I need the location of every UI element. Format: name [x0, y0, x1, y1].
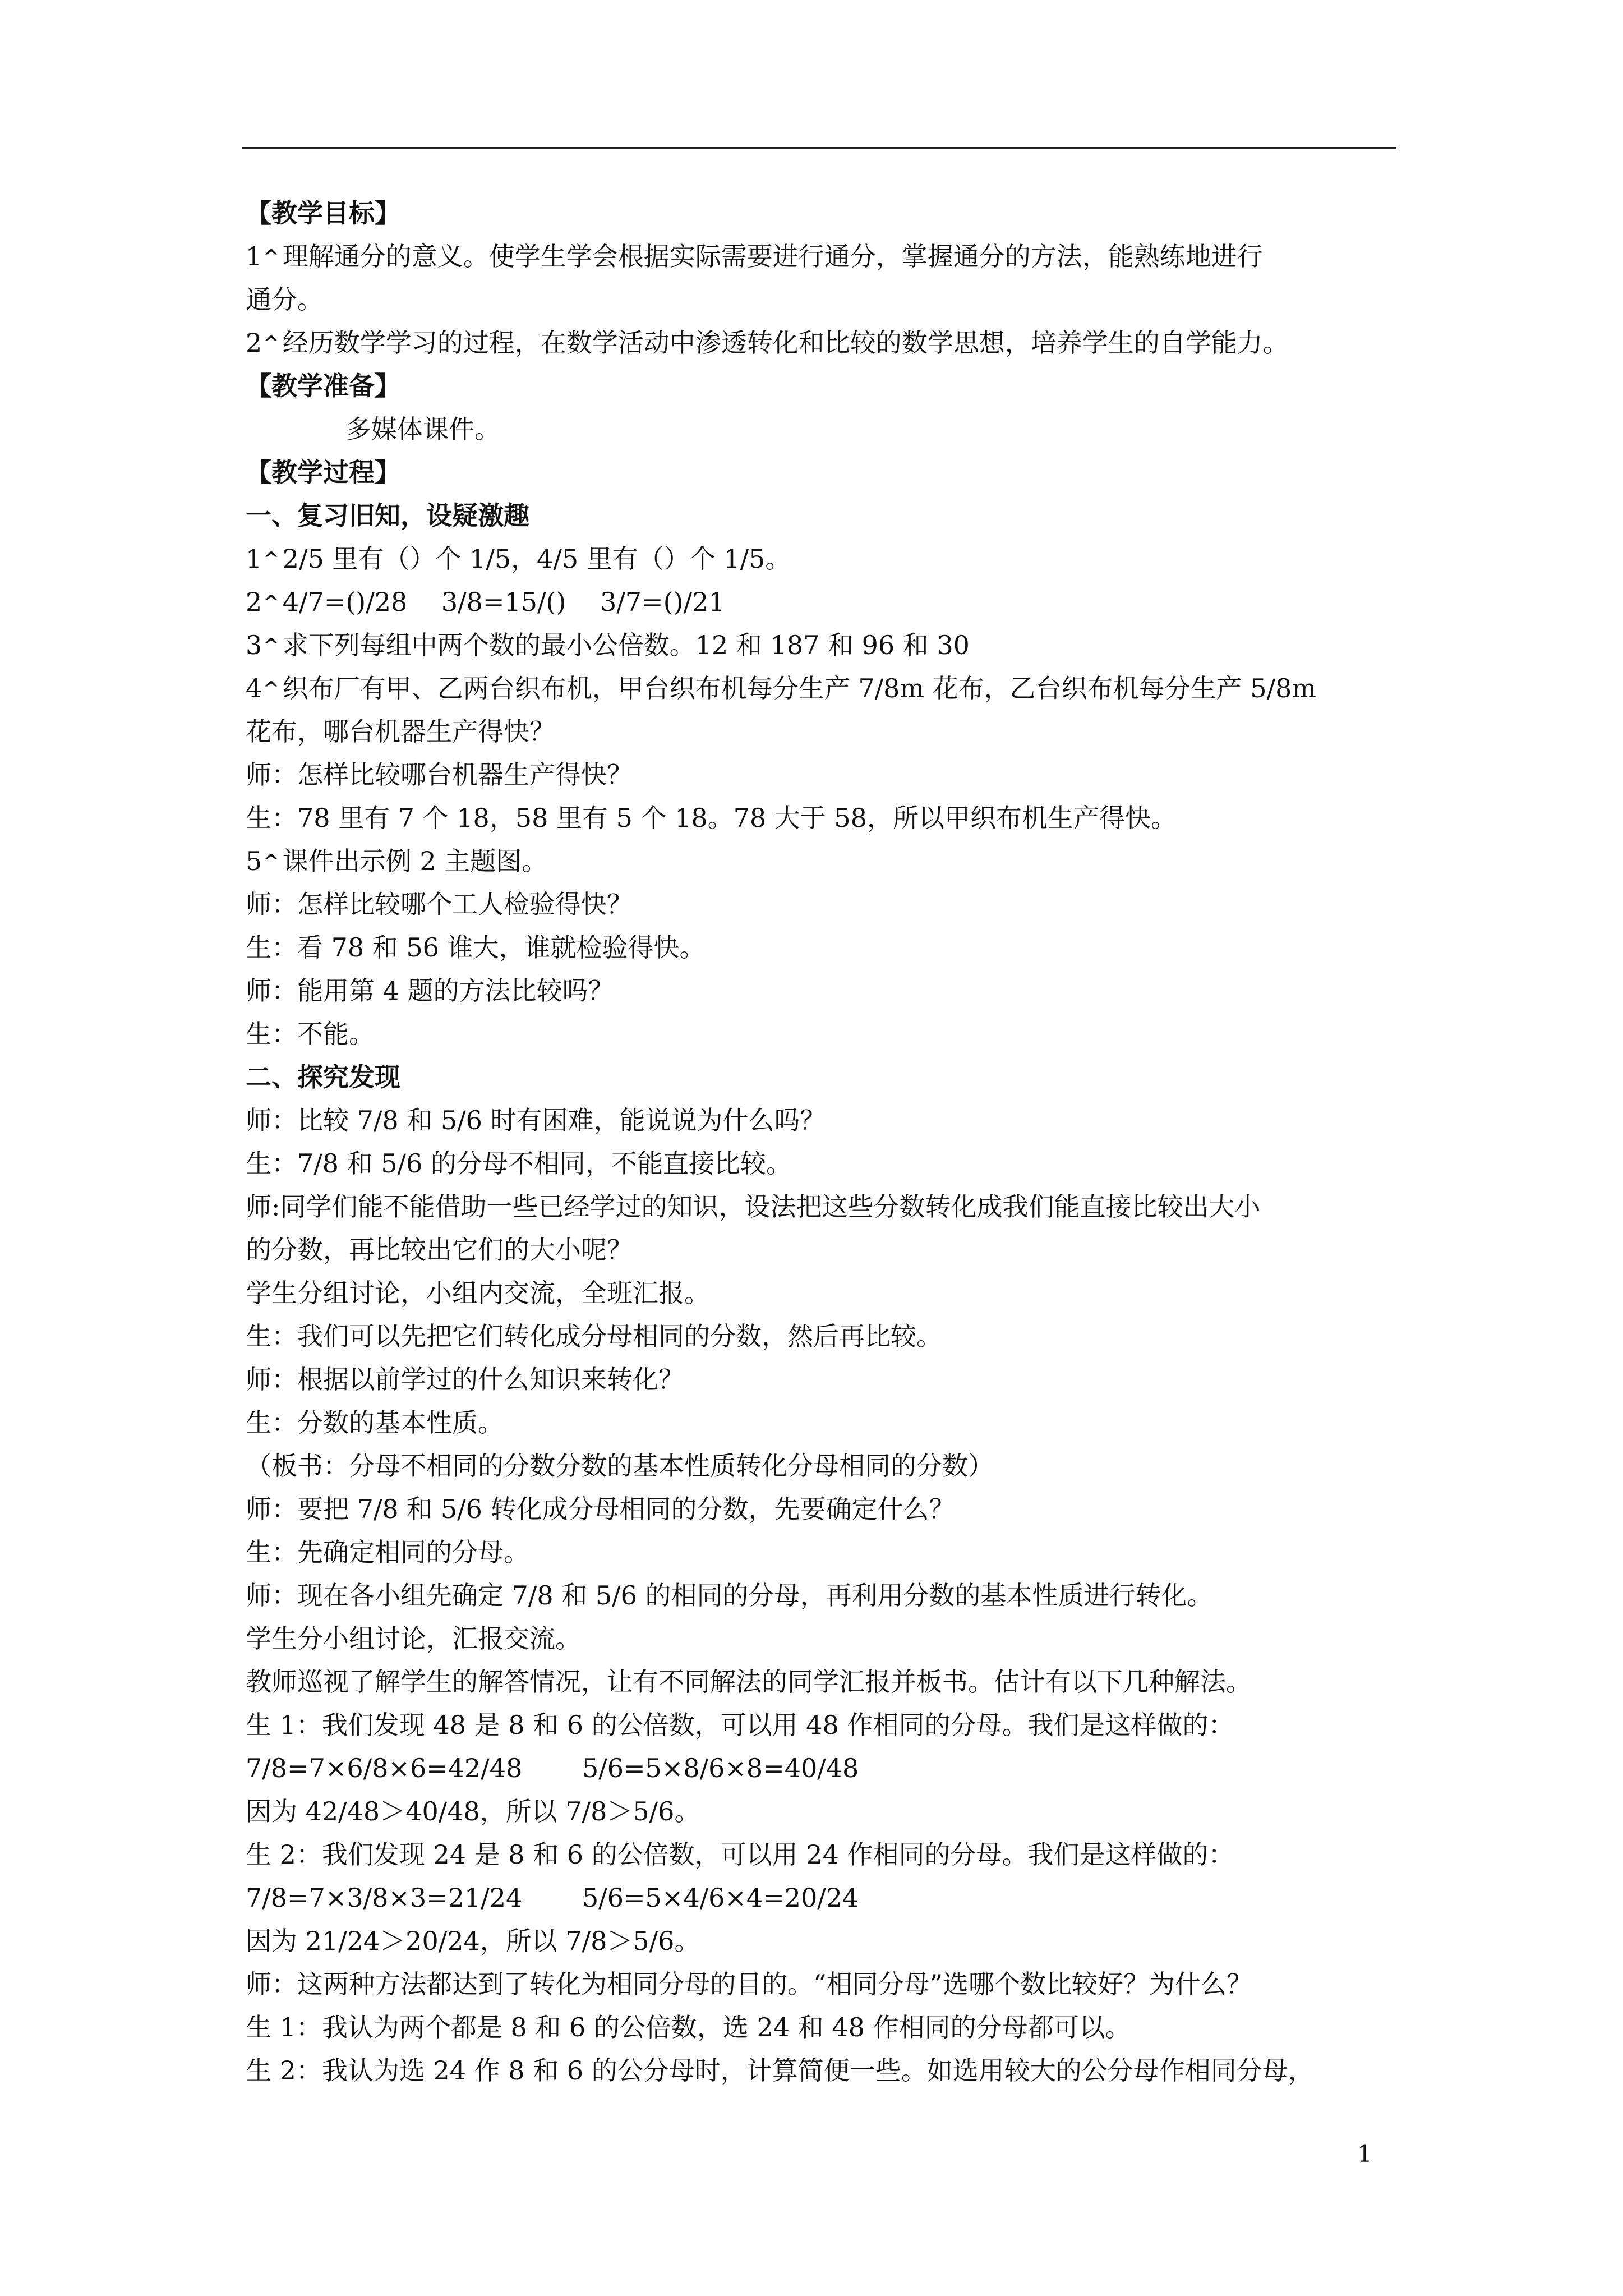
line-text: 师：能用第 4 题的方法比较吗？	[246, 976, 614, 1006]
text-line	[246, 1747, 1401, 1790]
document-body	[246, 192, 1401, 2092]
text-line	[246, 797, 1401, 840]
line-text: 求下列每组中两个数的最小公倍数。12 和 187 和 96 和 30	[282, 630, 970, 660]
list-marker-icon: ^	[263, 678, 279, 700]
line-text: 7/8=7×6/8×6=42/48 5/6=5×8/6×8=40/48	[246, 1753, 859, 1783]
text-line	[246, 321, 1401, 365]
line-text: 课件出示例 2 主题图。	[282, 846, 548, 876]
list-marker-icon: ^	[263, 591, 279, 614]
line-text: 【教学准备】	[246, 371, 400, 401]
line-text: 生 2：我认为选 24 作 8 和 6 的公分母时，计算简便一些。如选用较大的公分母作相同分母，	[246, 2055, 1314, 2086]
line-text: 师：根据以前学过的什么知识来转化？	[246, 1364, 684, 1395]
text-line	[246, 1013, 1401, 1056]
line-text: 生 2：我们发现 24 是 8 和 6 的公倍数，可以用 24 作相同的分母。我们是这样做的：	[246, 1839, 1234, 1870]
line-text: 多媒体课件。	[345, 414, 500, 444]
line-text: 生：分数的基本性质。	[246, 1407, 504, 1438]
text-line	[246, 278, 1401, 321]
text-line	[246, 1228, 1401, 1272]
list-number: 4	[246, 673, 262, 703]
line-text: 织布厂有甲、乙两台织布机，甲台织布机每分生产 7/8m 花布，乙台织布机每分生产 5/8m	[282, 673, 1316, 703]
text-line	[246, 1704, 1401, 1747]
line-text: 的分数，再比较出它们的大小呢？	[246, 1235, 633, 1265]
text-line	[246, 1833, 1401, 1876]
text-line	[246, 1660, 1401, 1704]
line-text: 师：现在各小组先确定 7/8 和 5/6 的相同的分母，再利用分数的基本性质进行转化。	[246, 1580, 1213, 1611]
list-marker-icon: ^	[263, 634, 279, 657]
line-text: 一、复习旧知，设疑激趣	[246, 500, 529, 531]
text-line	[246, 2006, 1401, 2049]
list-marker-icon: ^	[263, 246, 279, 268]
text-line	[246, 1963, 1401, 2006]
page-number: 1	[1357, 2140, 1372, 2168]
line-text: 生：78 里有 7 个 18，58 里有 5 个 18。78 大于 58，所以甲织布机生产得快。	[246, 803, 1177, 833]
list-marker-icon: ^	[263, 548, 279, 570]
text-line	[246, 581, 1401, 624]
line-text: 7/8=7×3/8×3=21/24 5/6=5×4/6×4=20/24	[246, 1883, 859, 1913]
text-line	[246, 235, 1401, 278]
line-text: 2/5 里有（）个 1/5，4/5 里有（）个 1/5。	[282, 544, 791, 574]
list-number: 3	[246, 630, 262, 660]
section-heading	[246, 1056, 1401, 1099]
list-marker-icon: ^	[263, 332, 279, 355]
text-line	[246, 1142, 1401, 1185]
text-line	[246, 408, 1401, 451]
text-line	[246, 1790, 1401, 1833]
text-line	[246, 1617, 1401, 1660]
line-text: 生：看 78 和 56 谁大，谁就检验得快。	[246, 932, 706, 963]
line-text: 生 1：我们发现 48 是 8 和 6 的公倍数，可以用 48 作相同的分母。我们是这样做的：	[246, 1710, 1234, 1740]
text-line	[246, 667, 1401, 710]
text-line	[246, 710, 1401, 753]
line-text: 【教学过程】	[246, 457, 400, 487]
text-line	[246, 1444, 1401, 1488]
list-number: 5	[246, 846, 262, 876]
text-line	[246, 1315, 1401, 1358]
line-text: 教师巡视了解学生的解答情况，让有不同解法的同学汇报并板书。估计有以下几种解法。	[246, 1667, 1252, 1697]
text-line	[246, 926, 1401, 969]
text-line	[246, 969, 1401, 1013]
line-text: 生：不能。	[246, 1019, 375, 1049]
line-text: 因为 21/24＞20/24，所以 7/8＞5/6。	[246, 1926, 700, 1956]
line-text: 花布，哪台机器生产得快？	[246, 716, 555, 747]
line-text: 学生分小组讨论，汇报交流。	[246, 1623, 581, 1654]
section-heading	[246, 451, 1401, 494]
text-line	[246, 1531, 1401, 1574]
line-text: 经历数学学习的过程，在数学活动中渗透转化和比较的数学思想，培养学生的自学能力。	[282, 328, 1289, 358]
line-text: 师：这两种方法都达到了转化为相同分母的目的。“相同分母”选哪个数比较好？为什么？	[246, 1969, 1253, 1999]
line-text: 生 1：我认为两个都是 8 和 6 的公倍数，选 24 和 48 作相同的分母都可以。	[246, 2012, 1131, 2042]
line-text: 学生分组讨论，小组内交流，全班汇报。	[246, 1278, 710, 1308]
text-line	[246, 840, 1401, 883]
list-marker-icon: ^	[263, 850, 279, 873]
text-line	[246, 1099, 1401, 1142]
text-line	[246, 1401, 1401, 1444]
text-line	[246, 1488, 1401, 1531]
text-line	[246, 753, 1401, 797]
text-line	[246, 1876, 1401, 1920]
line-text: 师：要把 7/8 和 5/6 转化成分母相同的分数，先要确定什么？	[246, 1494, 955, 1524]
section-heading	[246, 494, 1401, 537]
text-line	[246, 624, 1401, 667]
section-heading	[246, 192, 1401, 235]
list-number: 1	[246, 544, 262, 574]
line-text: 师:同学们能不能借助一些已经学过的知识，设法把这些分数转化成我们能直接比较出大小	[246, 1191, 1261, 1222]
text-line	[246, 1185, 1401, 1228]
line-text: 师：怎样比较哪台机器生产得快？	[246, 760, 633, 790]
line-text: 因为 42/48＞40/48，所以 7/8＞5/6。	[246, 1796, 700, 1826]
section-heading	[246, 365, 1401, 408]
text-line	[246, 1574, 1401, 1617]
line-text: 生：我们可以先把它们转化成分母相同的分数，然后再比较。	[246, 1321, 942, 1351]
list-number: 1	[246, 241, 262, 272]
line-text: 二、探究发现	[246, 1062, 400, 1092]
header-rule	[242, 147, 1396, 149]
line-text: 师：怎样比较哪个工人检验得快？	[246, 889, 633, 919]
line-text: （板书：分母不相同的分数分数的基本性质转化分母相同的分数）	[246, 1451, 994, 1481]
text-line	[246, 537, 1401, 581]
list-number: 2	[246, 587, 262, 617]
text-line	[246, 1358, 1401, 1401]
text-line	[246, 1920, 1401, 1963]
text-line	[246, 883, 1401, 926]
text-line	[246, 1272, 1401, 1315]
text-line	[246, 2049, 1401, 2092]
line-text: 生：7/8 和 5/6 的分母不相同，不能直接比较。	[246, 1148, 792, 1179]
line-text: 【教学目标】	[246, 198, 400, 228]
line-text: 生：先确定相同的分母。	[246, 1537, 529, 1567]
line-text: 通分。	[246, 284, 323, 315]
line-text: 师：比较 7/8 和 5/6 时有困难，能说说为什么吗？	[246, 1105, 826, 1135]
line-text: 4/7=()/28 3/8=15/() 3/7=()/21	[282, 587, 725, 617]
line-text: 理解通分的意义。使学生学会根据实际需要进行通分，掌握通分的方法，能熟练地进行	[282, 241, 1263, 272]
list-number: 2	[246, 328, 262, 358]
